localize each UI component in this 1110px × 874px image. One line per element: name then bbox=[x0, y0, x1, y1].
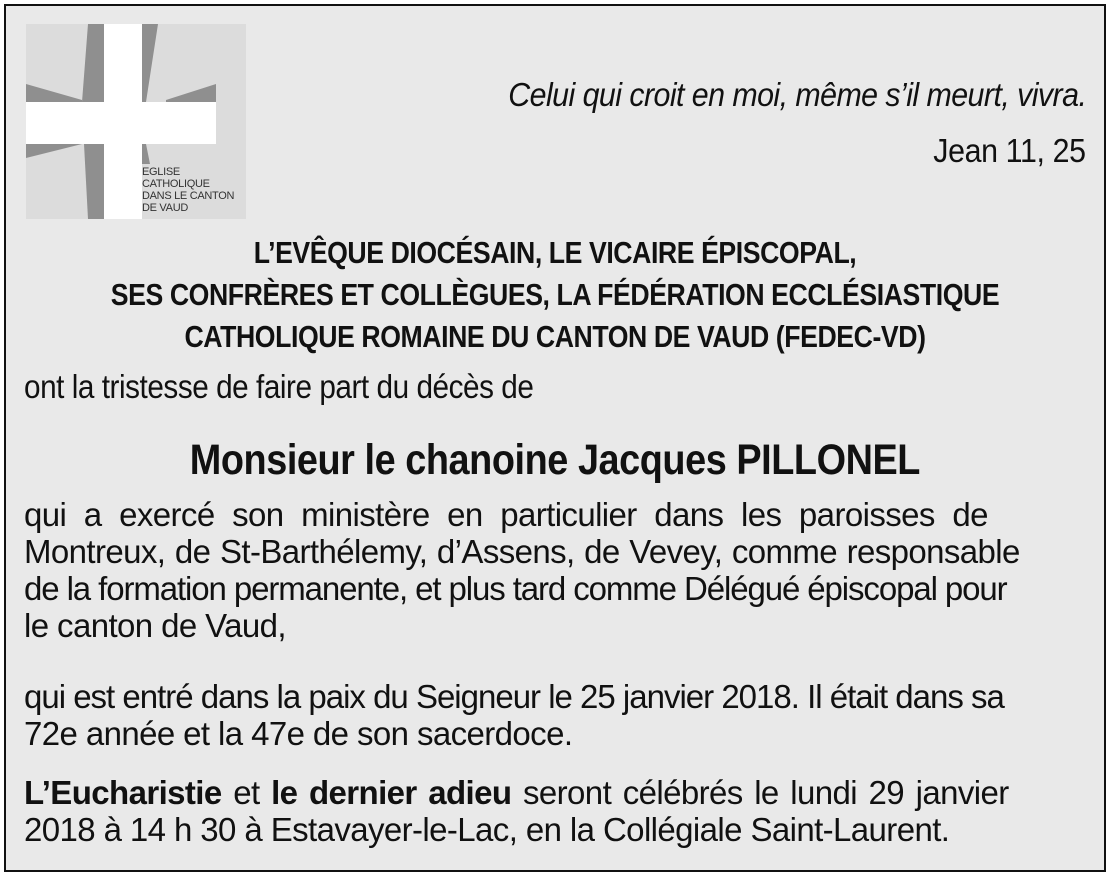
church-logo bbox=[26, 24, 246, 219]
ministry-line: le canton de Vaud, bbox=[24, 607, 286, 644]
farewell-label: le dernier adieu bbox=[271, 774, 512, 811]
logo-line: EGLISE bbox=[142, 166, 180, 178]
epigraph-quote: Celui qui croit en moi, même s’il meurt, vivra. bbox=[507, 76, 1086, 113]
death-paragraph bbox=[24, 678, 1090, 752]
epigraph-reference: Jean 11, 25 bbox=[933, 132, 1086, 169]
deceased-name-text: Monsieur le chanoine Jacques PILLONEL bbox=[189, 436, 921, 484]
eucharist-label: L’Eucharistie bbox=[24, 774, 222, 811]
senders-line: L’EVÊQUE DIOCÉSAIN, LE VICAIRE ÉPISCOPAL, bbox=[253, 235, 857, 270]
logo-text bbox=[142, 166, 234, 214]
announcement-text: ont la tristesse de faire part du décès de bbox=[24, 368, 534, 405]
death-line: 72e année et la 47e de son sacerdoce. bbox=[24, 715, 573, 752]
logo-line: CATHOLIQUE bbox=[142, 178, 210, 190]
ceremony-line bbox=[24, 774, 1090, 811]
deceased-name bbox=[6, 436, 1104, 485]
senders-block bbox=[6, 232, 1104, 358]
ceremony-paragraph bbox=[24, 774, 1090, 848]
senders-line: CATHOLIQUE ROMAINE DU CANTON DE VAUD (FEDEC-VD) bbox=[184, 319, 926, 354]
logo-line: DE VAUD bbox=[142, 202, 188, 214]
ceremony-date-text: seront célébrés le lundi 29 janvier bbox=[523, 774, 1009, 811]
senders-line: SES CONFRÈRES ET COLLÈGUES, LA FÉDÉRATION ECCLÉSIASTIQUE bbox=[110, 277, 1000, 312]
ceremony-line: 2018 à 14 h 30 à Estavayer-le-Lac, en la Collégiale Saint-Laurent. bbox=[24, 811, 950, 848]
ceremony-and: et bbox=[233, 774, 260, 811]
logo-line: DANS LE CANTON bbox=[142, 190, 235, 202]
ministry-paragraph bbox=[24, 496, 1090, 644]
ministry-line: de la formation permanente, et plus tard comme Délégué épiscopal pour bbox=[24, 570, 1007, 607]
ministry-line: qui a exercé son ministère en particulier dans les paroisses de bbox=[24, 496, 988, 533]
ministry-line: Montreux, de St-Barthélemy, d’Assens, de Vevey, comme responsable bbox=[24, 533, 1020, 570]
death-line: qui est entré dans la paix du Seigneur le 25 janvier 2018. Il était dans sa bbox=[24, 678, 1004, 715]
obituary-notice bbox=[4, 4, 1106, 872]
